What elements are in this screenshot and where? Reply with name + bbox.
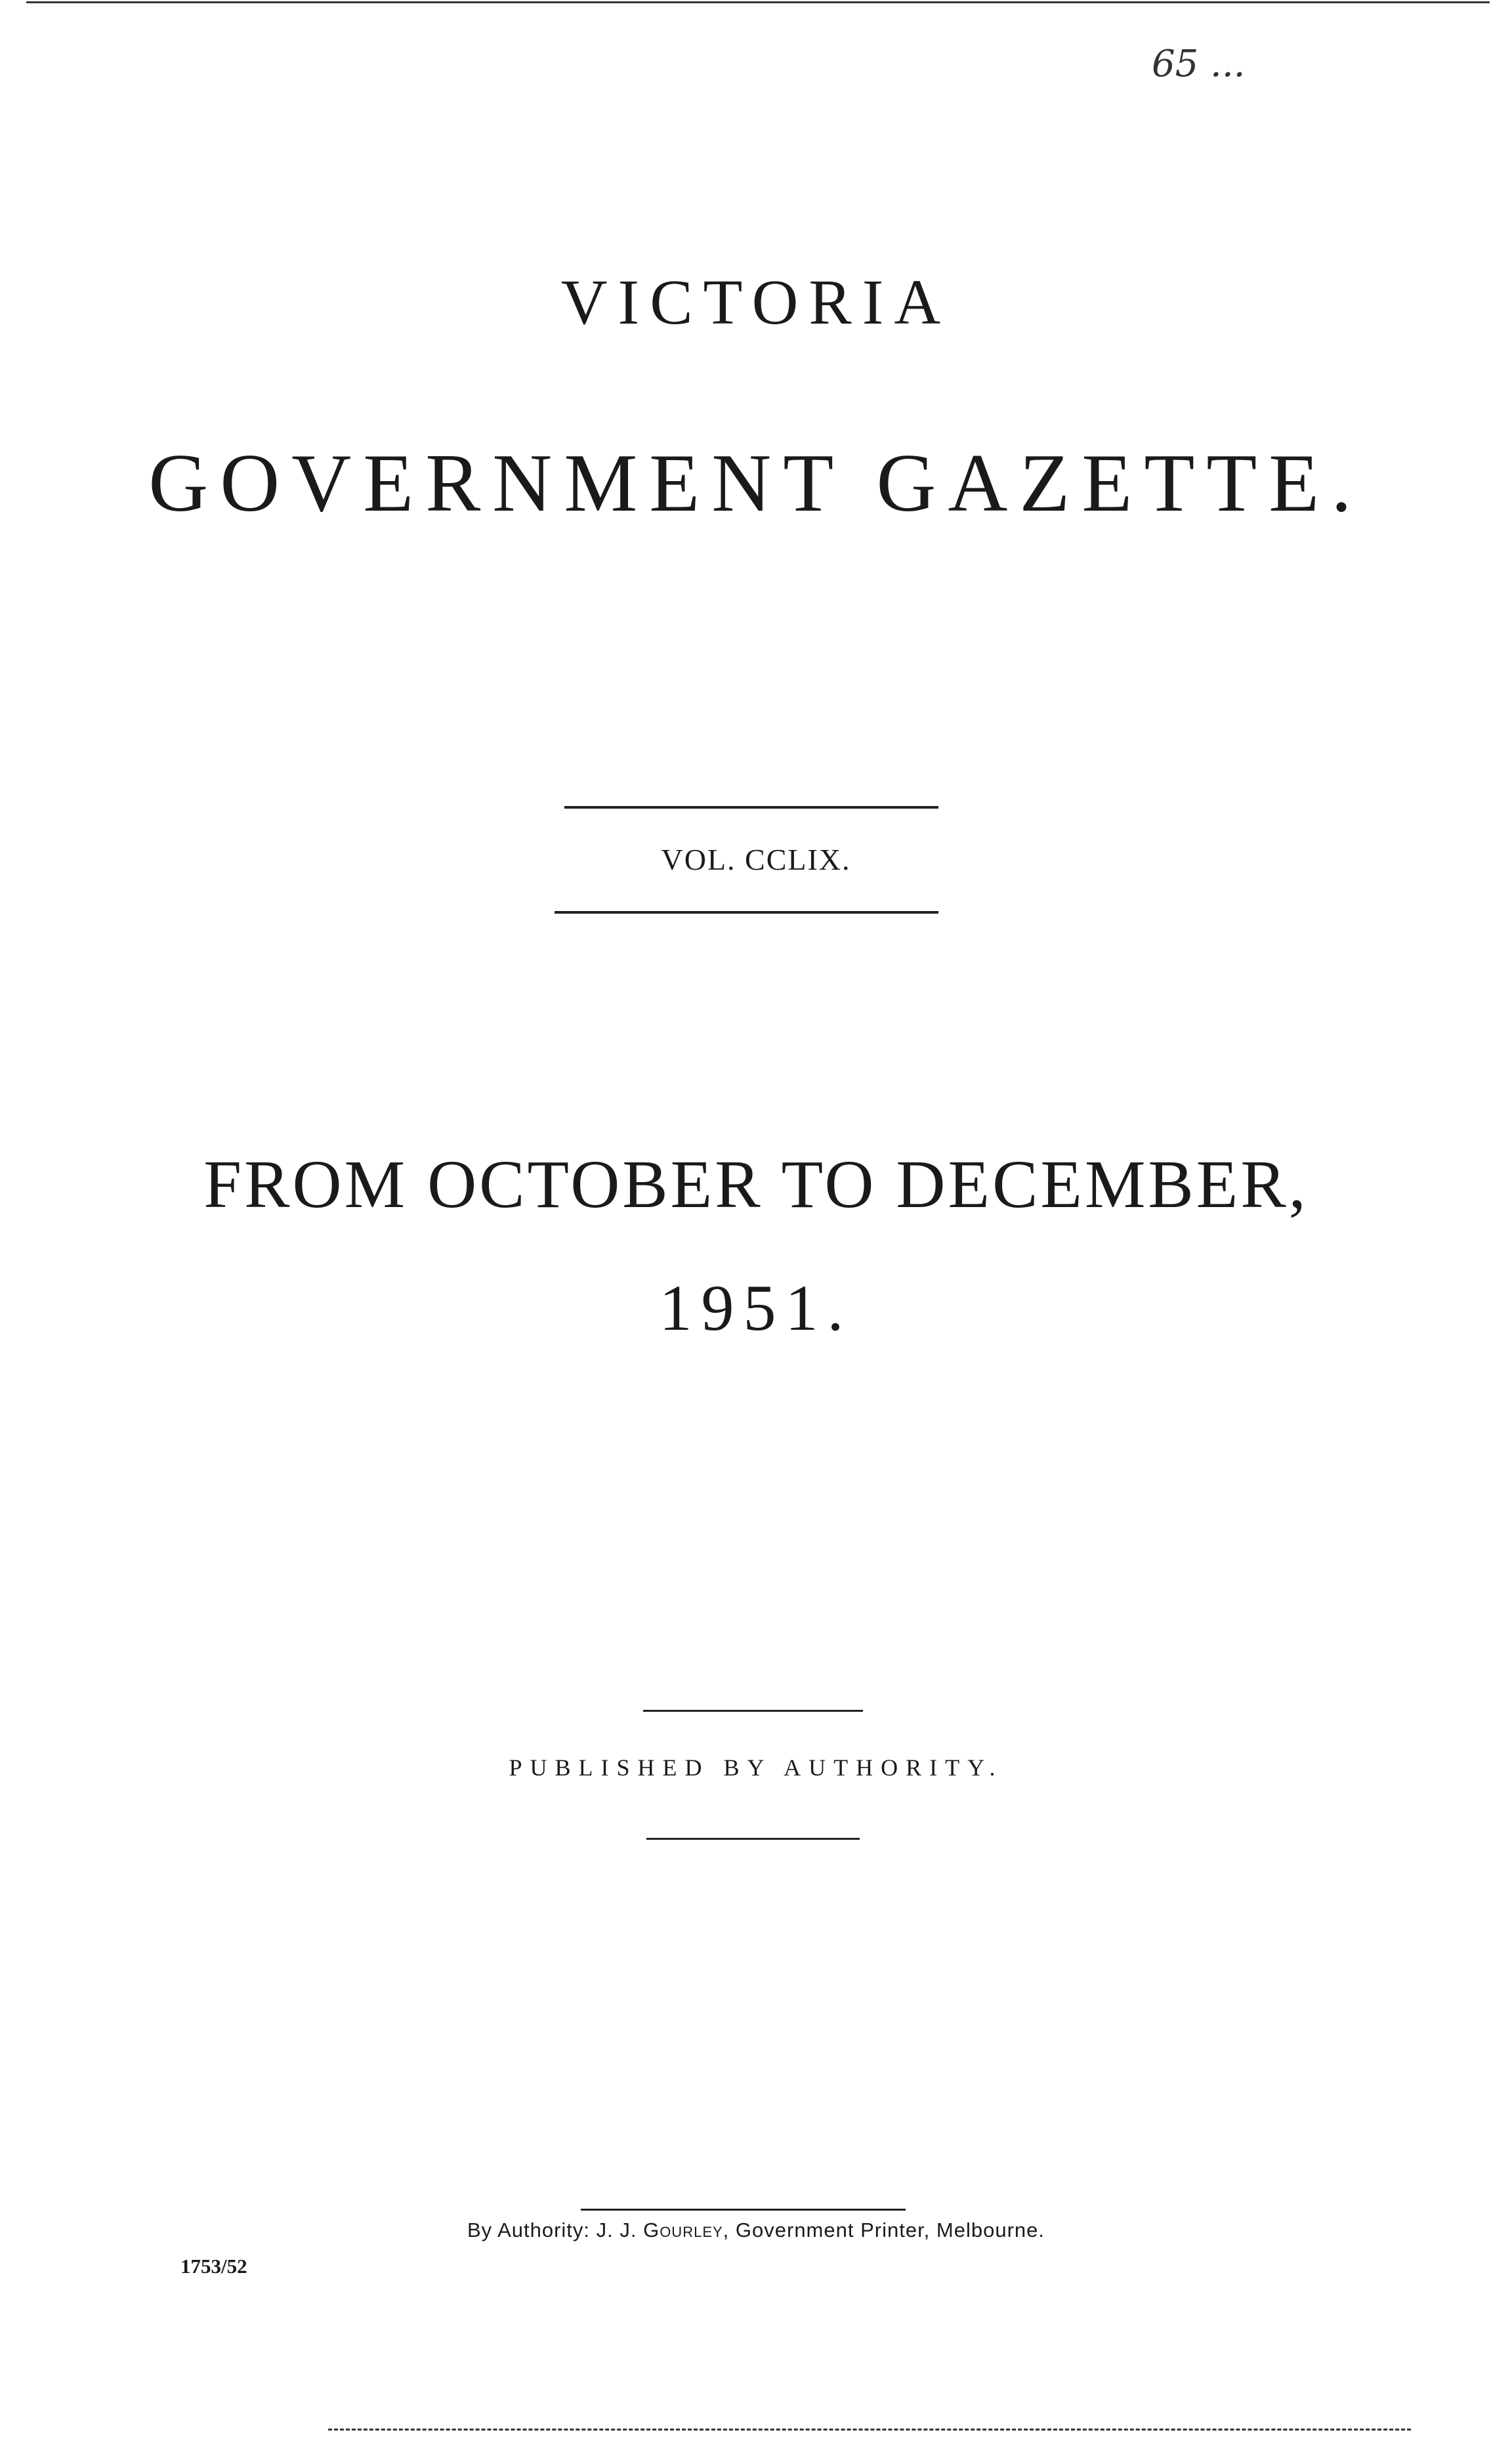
year-heading: 1951. — [659, 1271, 853, 1344]
published-by-authority: PUBLISHED BY AUTHORITY. — [509, 1754, 1003, 1781]
masthead-victoria: VICTORIA — [560, 267, 952, 338]
volume-rule-top — [564, 806, 938, 809]
volume-number: VOL. CCLIX. — [661, 843, 851, 876]
scan-edge-top — [26, 1, 1490, 3]
period-heading: FROM OCTOBER TO DECEMBER, — [203, 1147, 1309, 1222]
masthead-government-gazette: GOVERNMENT GAZETTE. — [148, 438, 1364, 529]
printer-imprint — [0, 2219, 1512, 2242]
scan-edge-bottom — [328, 2429, 1411, 2431]
published-rule-top — [643, 1710, 863, 1712]
imprint-printer-name: Gourley — [643, 2219, 723, 2241]
handwritten-note: 65 ... — [1152, 43, 1246, 85]
reference-number: 1753/52 — [180, 2255, 247, 2278]
imprint-rule — [581, 2209, 906, 2211]
published-rule-bottom — [646, 1838, 860, 1840]
imprint-suffix: , Government Printer, Melbourne. — [723, 2219, 1045, 2241]
volume-rule-bottom — [555, 911, 938, 914]
imprint-prefix: By Authority: J. J. — [467, 2219, 644, 2241]
